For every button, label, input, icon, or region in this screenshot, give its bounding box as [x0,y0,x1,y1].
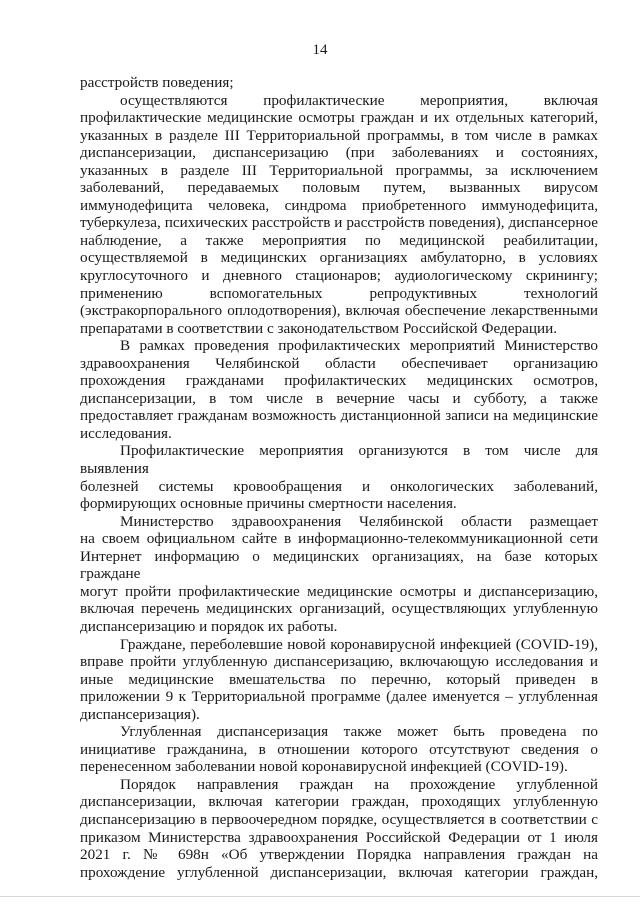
text-line: включая перечень медицинских организаций, осуществляющих углубленную [80,600,598,618]
text-line: диспансеризацию в первоочередном порядке, осуществляется в соответствии с [80,810,598,828]
text-line: наблюдение, а также мероприятия по медицинской реабилитации, [80,231,598,249]
text-line: применению вспомогательных репродуктивных технологий [80,284,598,302]
text-line: прохождения гражданами профилактических медицинских осмотров, [80,372,598,390]
text-line: Граждане, переболевшие новой коронавирусной инфекцией (COVID-19), [120,635,598,653]
text-line: указанных в разделе III Территориальной программы, в том числе в рамках [80,126,598,144]
text-line: Углубленная диспансеризация также может быть проведена по [120,723,598,741]
text-line: исследования. [80,424,172,442]
text-line: Министерство здравоохранения Челябинской области размещает [120,512,598,530]
body-text [80,74,598,881]
text-line: приказом Министерства здравоохранения Российской Федерации от 1 июля [80,828,598,846]
text-line: перенесенном заболевании новой коронавирусной инфекцией (COVID-19). [80,758,568,776]
text-line: диспансеризации, диспансеризацию (при заболеваниях и состояниях, [80,144,598,162]
text-line: Порядок направления граждан на прохождение углубленной [120,775,598,793]
text-line: круглосуточного и дневного стационаров; аудиологическому скринингу; [80,267,598,285]
text-line: на своем официальном сайте в информационно-телекоммуникационной сети [80,530,598,548]
text-line: заболеваний, передаваемых половым путем, вызванных вирусом [80,179,598,197]
text-line: инициативе гражданина, в отношении которого отсутствуют сведения о [80,740,598,758]
text-line: Профилактические мероприятия организуются в том числе для выявления [80,442,598,478]
text-line: диспансеризации, в том числе в вечерние часы и субботу, а также [80,389,598,407]
text-line: иммунодефицита человека, синдрома приобретенного иммунодефицита, [80,196,598,214]
text-line: формирующих основные причины смертности населения. [80,495,457,513]
text-line: диспансеризация). [80,705,200,723]
text-line: болезней системы кровообращения и онкологических заболеваний, [80,477,598,495]
text-line: диспансеризацию и порядок их работы. [80,617,338,635]
text-line: могут пройти профилактические медицинские осмотры и диспансеризацию, [80,582,598,600]
text-line: иные медицинские вмешательства по перечню, который приведен в [80,670,598,688]
text-line: указанных в разделе III Территориальной программы, за исключением [80,161,598,179]
text-line: расстройств поведения; [80,74,234,91]
text-line: прохождение углубленной диспансеризации, включая категории граждан, [80,863,598,881]
scan-edge-line [0,896,640,897]
text-line: предоставляет гражданам возможность дистанционной записи на медицинские [80,407,598,425]
text-line: диспансеризации, включая категории граждан, проходящих углубленную [80,793,598,811]
text-line: Интернет информацию о медицинских организациях, на базе которых граждане [80,547,598,583]
text-line: осуществляемой в медицинских организациях амбулаторно, в условиях [80,249,598,267]
text-line: туберкулеза, психических расстройств и расстройств поведения), диспансерное [80,214,598,232]
page-number: 14 [312,42,328,58]
text-line: осуществляются профилактические мероприятия, включая [120,91,598,109]
text-line: здравоохранения Челябинской области обеспечивает организацию [80,354,598,372]
text-line: 2021 г. № 698н «Об утверждении Порядка направления граждан на [80,846,598,864]
text-line: (экстракорпорального оплодотворения), включая обеспечение лекарственными [80,302,598,320]
text-line: препаратами в соответствии с законодательством Российской Федерации. [80,319,557,337]
text-line: приложении 9 к Территориальной программе (далее именуется – углубленная [80,688,598,706]
text-line: вправе пройти углубленную диспансеризацию, включающую исследования и [80,653,598,671]
text-line: В рамках проведения профилактических мероприятий Министерство [120,337,598,355]
text-line: профилактические медицинские осмотры граждан и их отдельных категорий, [80,109,598,127]
